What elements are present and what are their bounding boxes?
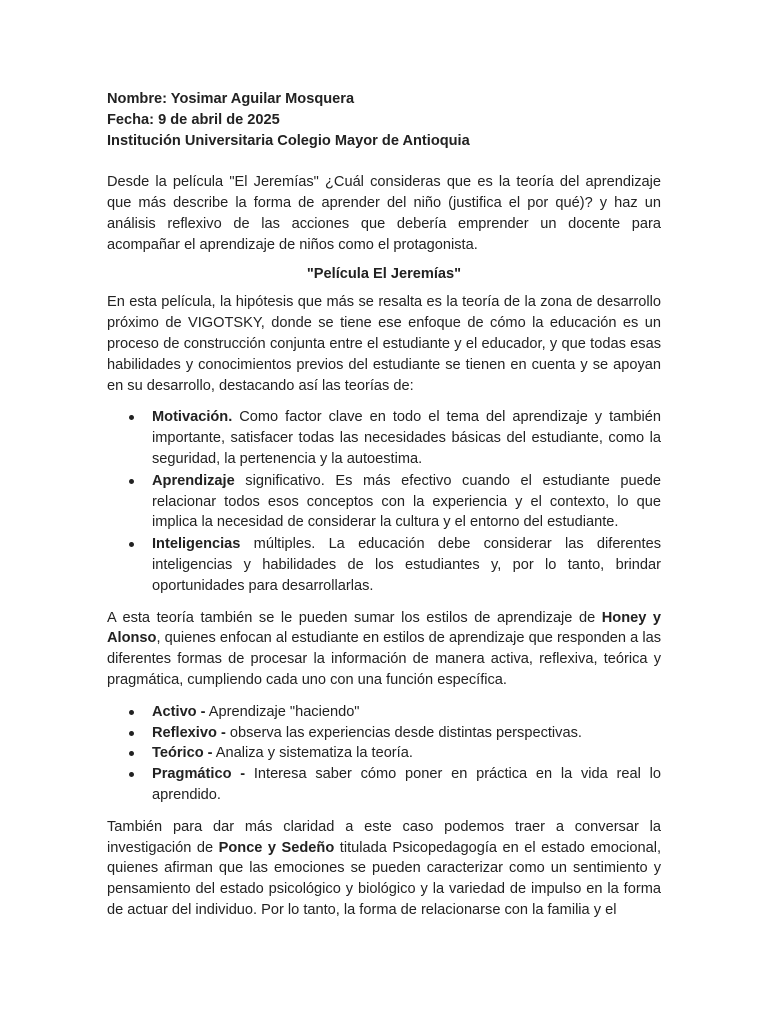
paragraph-text: titulada Psicopedagogía en el estado emocional, quienes afirman que las emociones se pueden caracterizar como un sentimiento y pensamiento del estado psicológico y biológico y la variedad de impulso en la forma de actuar del individuo. Por lo tanto, la forma de relacionarse con la familia y el xyxy=(107,839,662,918)
list-item xyxy=(152,723,661,744)
list-item-text: significativo. Es más efectivo cuando el estudiante puede relacionar todos esos conceptos con la experiencia y el contexto, lo que implica la necesidad de considerar la cultura y el entorno del estudiante. xyxy=(152,472,661,531)
bullet-icon xyxy=(129,751,134,756)
list-item xyxy=(152,764,661,806)
bullet-icon xyxy=(129,415,134,420)
bullet-icon xyxy=(129,731,134,736)
bullet-icon xyxy=(129,479,134,484)
list-item-term: Aprendizaje xyxy=(152,472,235,489)
list-item xyxy=(152,702,661,723)
list-item xyxy=(152,471,661,533)
section-title: "Película El Jeremías" xyxy=(306,265,462,282)
list-item-term: Pragmático - xyxy=(152,766,246,783)
paragraph-text: , quienes enfocan al estudiante en estilos de aprendizaje que responden a las diferentes formas de procesar la información de manera activa, reflexiva, teórica y pragmática, cumpliendo cada uno con una función específica. xyxy=(107,630,661,688)
list-item-text: múltiples. La educación debe considerar las diferentes inteligencias y habilidades de los estudiantes y, por lo tanto, brindar oportunidades para desarrollarlas. xyxy=(152,536,661,594)
bullet-icon xyxy=(129,542,134,547)
paragraph-bold: Ponce y Sedeño xyxy=(218,839,335,856)
institution-name: Institución Universitaria Colegio Mayor de Antioquia xyxy=(107,132,470,149)
paragraph-honey-alonso xyxy=(107,608,661,691)
intro-paragraph: Desde la película "El Jeremías" ¿Cuál consideras que es la teoría del aprendizaje que más describe la forma de aprender del niño (justifica el por qué)? y haz un análisis reflexivo de las acciones que debería emprender un docente para acompañar el aprendizaje de niños como el protagonista. xyxy=(107,174,661,253)
list-item xyxy=(152,743,661,764)
list-item-text: Interesa saber cómo poner en práctica en la vida real lo aprendido. xyxy=(152,766,661,803)
list-item-term: Activo - xyxy=(152,703,206,720)
paragraph-text: A esta teoría también se le pueden sumar los estilos de aprendizaje de xyxy=(107,609,602,626)
paragraph-ponce-sedeno xyxy=(107,817,661,921)
paragraph-text: También para dar más claridad a este caso podemos traer a conversar la investigación de xyxy=(107,818,661,856)
list-item xyxy=(152,407,661,469)
list-item-term: Motivación. xyxy=(152,409,233,426)
document-date: Fecha: 9 de abril de 2025 xyxy=(107,111,280,128)
bullet-icon xyxy=(129,772,134,777)
author-name: Nombre: Yosimar Aguilar Mosquera xyxy=(107,91,355,107)
paragraph-bold: Honey y Alonso xyxy=(107,609,661,647)
list-item xyxy=(152,534,661,596)
list-item-term: Reflexivo - xyxy=(152,724,226,741)
bullet-icon xyxy=(129,710,134,715)
list-item-text: observa las experiencias desde distintas perspectivas. xyxy=(225,724,582,741)
learning-styles-list xyxy=(107,702,661,806)
list-item-text: Como factor clave en todo el tema del aprendizaje y también importante, satisfacer todas las necesidades básicas del estudiante, como la seguridad, la pertenencia y la autoestima. xyxy=(152,409,661,467)
list-item-text: Aprendizaje "haciendo" xyxy=(205,703,360,720)
paragraph-vigotsky: En esta película, la hipótesis que más se resalta es la teoría de la zona de desarrollo próximo de VIGOTSKY, donde se tiene ese enfoque de cómo la educación es un proceso de construcción conjunta entre el estudiante y el educador, y que todas esas habilidades y conocimientos previos del estudiante se tienen en cuenta y se apoyan en su desarrollo, destacando así las teorías de: xyxy=(107,294,661,394)
list-item-term: Inteligencias xyxy=(152,536,241,553)
theories-list xyxy=(107,407,661,596)
list-item-text: Analiza y sistematiza la teoría. xyxy=(212,745,413,762)
list-item-term: Teórico - xyxy=(152,745,213,762)
